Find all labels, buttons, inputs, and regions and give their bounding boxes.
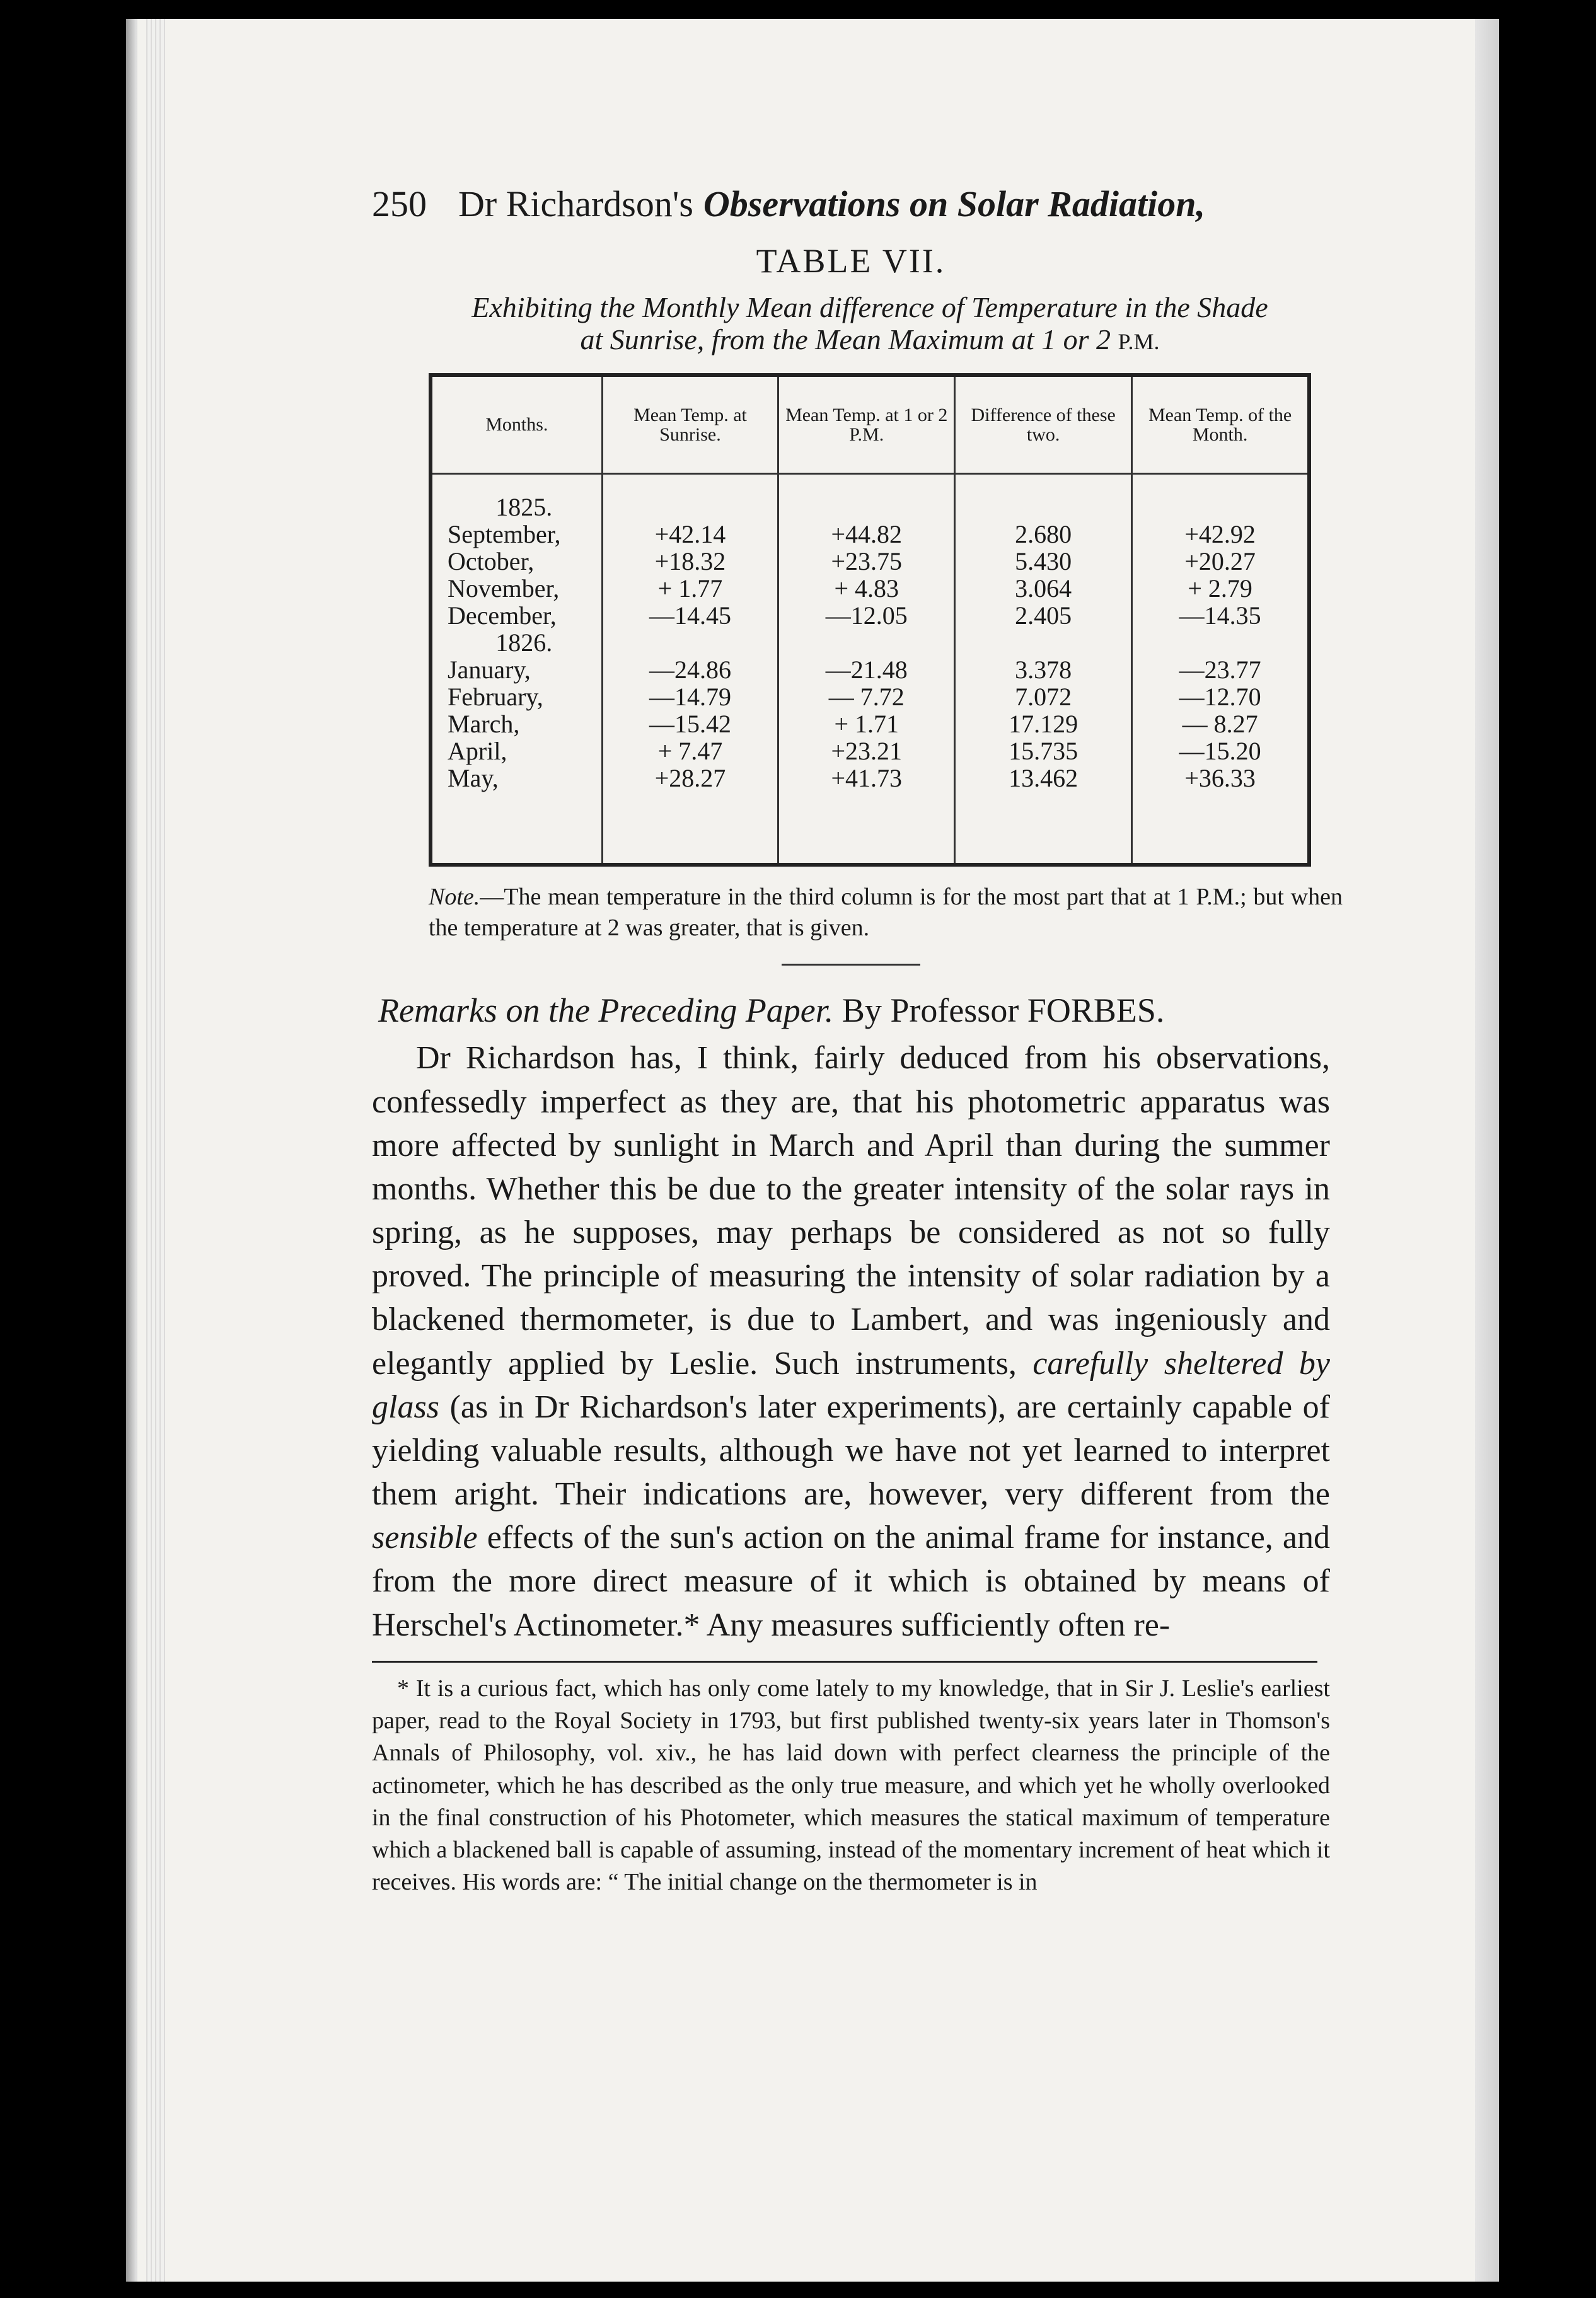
mean-column xyxy=(1132,474,1309,865)
header-pm: Mean Temp. at 1 or 2 P.M. xyxy=(778,375,955,474)
header-mean: Mean Temp. of the Month. xyxy=(1132,375,1309,474)
page-right-edge xyxy=(1475,19,1499,2282)
table-cell: +41.73 xyxy=(831,764,902,793)
month-label: April, xyxy=(448,737,507,766)
month-label: November, xyxy=(448,574,560,603)
page-content xyxy=(372,183,1343,1899)
month-label: May, xyxy=(448,764,499,793)
month-label: February, xyxy=(448,683,543,712)
month-label: December, xyxy=(448,601,557,630)
year-label: 1826. xyxy=(495,628,553,657)
table-cell: 17.129 xyxy=(1009,710,1078,739)
table-cell: 15.735 xyxy=(1009,737,1078,766)
table-cell: + 1.71 xyxy=(834,710,899,739)
table-cell: —15.42 xyxy=(649,710,731,739)
table-cell: +20.27 xyxy=(1184,547,1256,576)
months-column xyxy=(431,474,602,865)
table-cell: + 2.79 xyxy=(1188,574,1252,603)
table-caption xyxy=(372,292,1330,355)
table-cell: +42.92 xyxy=(1184,520,1256,549)
footnote xyxy=(372,1673,1330,1899)
table-cell: —24.86 xyxy=(649,655,731,684)
table-cell: —12.70 xyxy=(1179,683,1261,712)
footnote-text: * It is a curious fact, which has only come lately to my knowledge, that in Sir J. Leslie's earliest paper, read to the Royal Society in 1793, but first published twenty-six years later in Thomson's Annals of Philosophy, vol. xiv., he has laid down with perfect clearness the principle of the actinometer, which he has described as the only true measure, and which yet he wholly overlooked in the final construction of his Photometer, which measures the statical maximum of temperature which a blackened ball is capable of assuming, instead of the momentary increment of heat which it receives. His words are: “ The initial change on the thermometer is in xyxy=(372,1675,1330,1896)
table-cell: — 7.72 xyxy=(828,683,905,712)
header-months: Months. xyxy=(431,375,602,474)
table-cell: 3.378 xyxy=(1015,655,1072,684)
sunrise-column xyxy=(602,474,778,865)
note-label: Note. xyxy=(429,883,480,910)
table-cell: 2.680 xyxy=(1015,520,1072,549)
table-note xyxy=(429,882,1343,944)
table-cell: 7.072 xyxy=(1015,683,1072,712)
page-number: 250 xyxy=(372,183,427,224)
difference-column xyxy=(955,474,1132,865)
table-cell: 2.405 xyxy=(1015,601,1072,630)
table-cell: +36.33 xyxy=(1184,764,1256,793)
note-text: —The mean temperature in the third column is for the most part that at 1 P.M.; but when the temperature at 2 was greater, that is given. xyxy=(429,883,1343,942)
table-cell: —15.20 xyxy=(1179,737,1261,766)
section-divider xyxy=(782,964,920,966)
table-cell: +44.82 xyxy=(831,520,902,549)
table-cell: + 1.77 xyxy=(657,574,723,603)
running-head-author: Dr Richardson's xyxy=(458,183,693,224)
table-caption-line-2: at Sunrise, from the Mean Maximum at 1 or 2 P.M. xyxy=(580,323,1160,355)
temperature-table xyxy=(429,373,1311,867)
header-difference: Difference of these two. xyxy=(955,375,1132,474)
table-cell: + 7.47 xyxy=(657,737,723,766)
table-cell: —12.05 xyxy=(825,601,908,630)
table-cell: +23.75 xyxy=(831,547,902,576)
year-label: 1825. xyxy=(495,493,553,522)
table-cell: + 4.83 xyxy=(834,574,899,603)
month-label: March, xyxy=(448,710,520,739)
table-cell: 5.430 xyxy=(1015,547,1072,576)
pm-column xyxy=(778,474,955,865)
month-label: September, xyxy=(448,520,561,549)
table-cell: +42.14 xyxy=(654,520,726,549)
remarks-title: Remarks on the Preceding Paper. xyxy=(378,991,834,1030)
footnote-rule xyxy=(372,1661,1317,1663)
month-label: January, xyxy=(448,655,531,684)
running-head-title: Observations on Solar Radiation, xyxy=(703,183,1205,224)
table-cell: 13.462 xyxy=(1009,764,1078,793)
table-cell: —14.35 xyxy=(1179,601,1261,630)
table-cell: —23.77 xyxy=(1179,655,1261,684)
table-cell: +18.32 xyxy=(654,547,726,576)
table-cell: 3.064 xyxy=(1015,574,1072,603)
table-caption-line-1: Exhibiting the Monthly Mean difference of Temperature in the Shade xyxy=(471,291,1268,323)
paragraph: Dr Richardson has, I think, fairly deduced from his observations, confessedly imperfect as they are, that his photometric apparatus was more affected by sunlight in March and April than during the summer months. Whether this be due to the greater intensity of the solar rays in spring, as he supposes, may perhaps be considered as not so fully proved. The principle of measuring the intensity of solar radiation by a blackened thermometer, is due to Lambert, and was ingeniously and elegantly applied by Leslie. Such instruments, carefully sheltered by glass (as in Dr Richardson's later experiments), are certainly capable of yielding valuable results, although we have not yet learned to interpret them aright. Their indications are, however, very different from the sensible effects of the sun's action on the animal frame for instance, and from the more direct measure of it which is obtained by means of Herschel's Actinometer.* Any measures sufficiently often re- xyxy=(372,1040,1331,1643)
header-sunrise: Mean Temp. at Sunrise. xyxy=(602,375,778,474)
page-edges xyxy=(146,19,165,2282)
table-cell: +28.27 xyxy=(654,764,726,793)
table-cell: +23.21 xyxy=(831,737,902,766)
table-cell: —21.48 xyxy=(825,655,908,684)
running-head xyxy=(372,183,1330,225)
table-cell: — 8.27 xyxy=(1182,710,1258,739)
body-text xyxy=(372,1036,1330,1646)
remarks-heading xyxy=(372,991,1330,1030)
table-title: TABLE VII. xyxy=(756,242,946,280)
remarks-author: By Professor FORBES. xyxy=(841,991,1165,1030)
table-cell: —14.45 xyxy=(649,601,731,630)
table-cell: —14.79 xyxy=(649,683,731,712)
month-label: October, xyxy=(448,547,535,576)
